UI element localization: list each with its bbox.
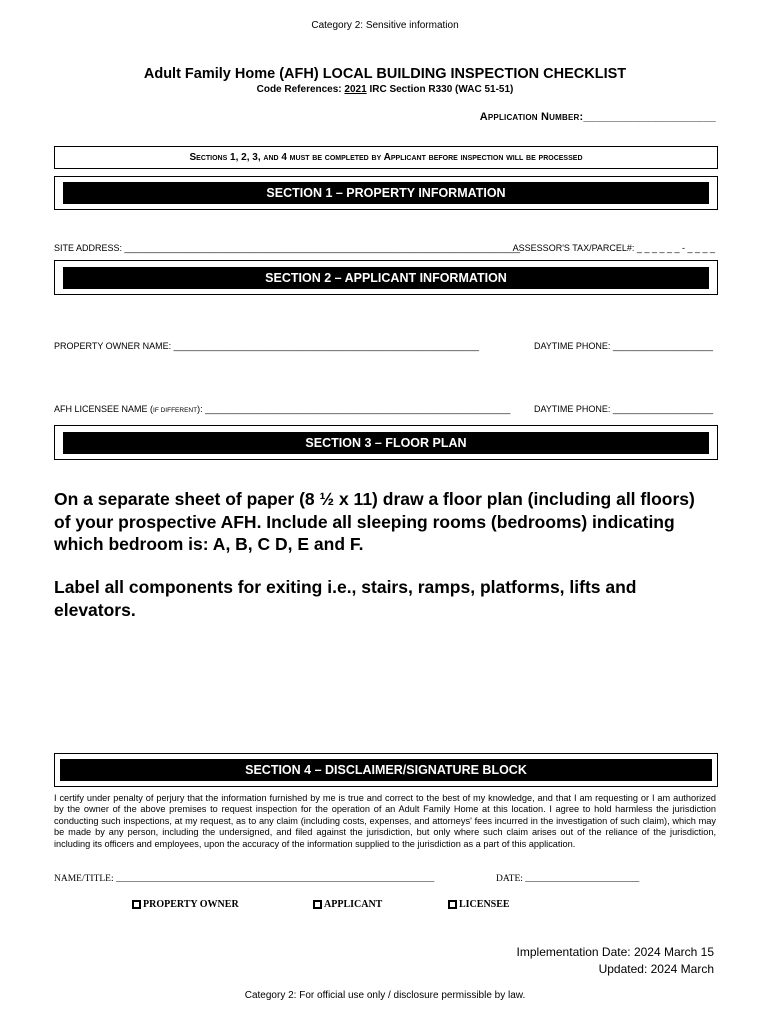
licensee-name-field[interactable] — [54, 404, 510, 414]
code-ref-prefix: Code References: — [256, 84, 345, 95]
checkbox-square-icon — [448, 900, 457, 909]
section-3-box — [54, 425, 718, 460]
certification-text: I certify under penalty of perjury that the information furnished by me is true and correct to the best of my knowledge, and that I am requesting or I am authorized by the owner of the above premises to request inspection for the operation of an Adult Family Home at this location. I agree to hold harmless the jurisdiction conducting such inspections, at my request, as to any claim (including costs, expenses, and attorneys' fees incurred in the investigation of such claim), which may be made by any person, including the undersigned, and filed against the jurisdiction, but only where such claim arises out of the reliance of the jurisdiction, including its officers and employees, upon the accuracy of the information supplied to the jurisdiction as a part of this application. — [54, 793, 716, 849]
section-4-header: SECTION 4 – DISCLAIMER/SIGNATURE BLOCK — [60, 759, 712, 781]
implementation-date: Implementation Date: 2024 March 15 — [516, 945, 714, 959]
name-title-field[interactable]: NAME/TITLE: ___________________________________________________________________ — [54, 874, 435, 884]
section-3-header: SECTION 3 – FLOOR PLAN — [63, 432, 709, 454]
licensee-label-tiny: IF DIFFERENT — [153, 407, 198, 414]
category-footer: Category 2: For official use only / disclosure permissible by law. — [244, 990, 526, 1001]
implementation-info — [517, 944, 714, 978]
property-owner-name-field[interactable]: PROPERTY OWNER NAME: _____________________________________________________________ — [54, 341, 480, 351]
date-field[interactable]: DATE: ________________________ — [496, 874, 640, 884]
section-2-header: SECTION 2 – APPLICANT INFORMATION — [63, 267, 709, 289]
category-header: Category 2: Sensitive information — [311, 20, 459, 31]
page-title: Adult Family Home (AFH) LOCAL BUILDING INSPECTION CHECKLIST — [143, 66, 627, 82]
property-owner-checkbox[interactable] — [132, 899, 239, 910]
licensee-checkbox[interactable] — [448, 899, 510, 910]
licensee-label-b: ): _____________________________________________________________ — [197, 404, 511, 414]
notice-box — [54, 146, 718, 169]
section-4-box — [54, 753, 718, 787]
licensee-daytime-phone-field[interactable]: DAYTIME PHONE: ____________________ — [534, 404, 713, 414]
checkbox-square-icon — [132, 900, 141, 909]
section-2-box — [54, 260, 718, 295]
application-number-field[interactable]: Application Number:_____________________ — [479, 111, 716, 123]
licensee-label-a: AFH LICENSEE NAME ( — [54, 404, 154, 414]
section-1-header: SECTION 1 – PROPERTY INFORMATION — [63, 182, 709, 204]
updated-date: Updated: 2024 March — [598, 962, 714, 976]
floor-plan-instruction: On a separate sheet of paper (8 ½ x 11) draw a floor plan (including all floors) of your prospective AFH. Include all sleeping rooms (bedrooms) indicating which bedroom is: A, B, C D, E and F. — [54, 489, 695, 554]
section-1-box — [54, 176, 718, 210]
code-ref-suffix: IRC Section R330 (WAC 51-51) — [366, 84, 514, 95]
assessor-parcel-field[interactable]: ASSESSOR'S TAX/PARCEL#: _ _ _ _ _ _ - _ _ _ _ — [512, 243, 715, 253]
applicant-label: APPLICANT — [324, 899, 383, 910]
licensee-label: LICENSEE — [459, 899, 510, 910]
property-owner-label: PROPERTY OWNER — [143, 899, 239, 910]
code-references — [0, 84, 770, 95]
checkbox-square-icon — [313, 900, 322, 909]
owner-daytime-phone-field[interactable]: DAYTIME PHONE: ____________________ — [534, 341, 713, 351]
code-ref-year: 2021 — [344, 84, 367, 95]
exiting-instruction: Label all components for exiting i.e., stairs, ramps, platforms, lifts and elevators. — [54, 577, 637, 620]
notice-text: Sections 1, 2, 3, and 4 must be completed by Applicant before inspection will be processed — [189, 152, 583, 163]
applicant-checkbox[interactable] — [313, 899, 382, 910]
site-address-field[interactable]: SITE ADDRESS: _______________________________________________________________________________ — [54, 243, 520, 253]
